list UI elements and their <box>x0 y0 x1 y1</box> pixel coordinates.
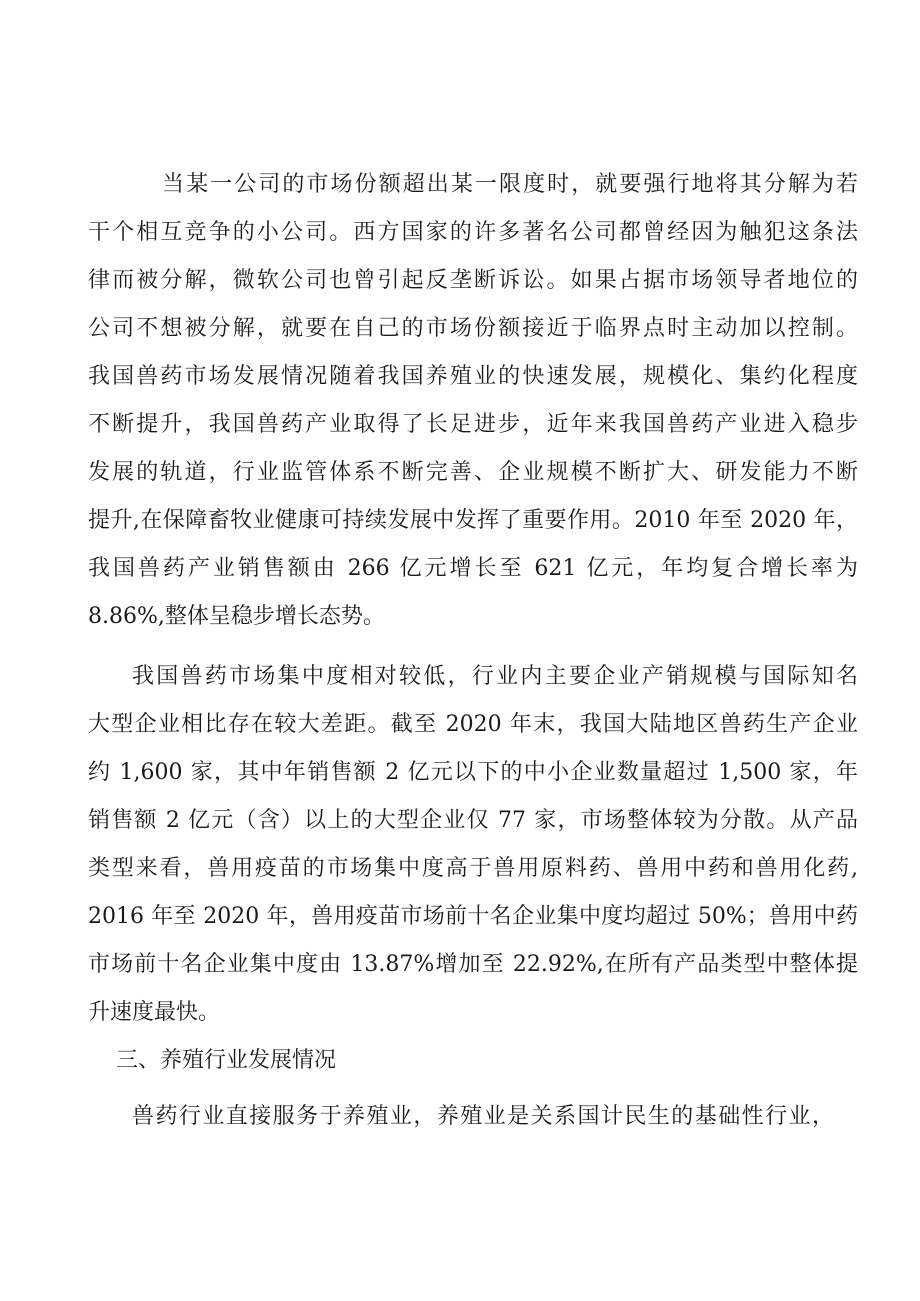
paragraph-3-line-2: 大型企业相比存在较大差距。截至 2020 年末，我国大陆地区兽药生产企业 <box>88 712 858 737</box>
paragraph-1-line-2: 干个相互竞争的小公司。西方国家的许多著名公司都曾经因为触犯这条法 <box>88 220 858 245</box>
paragraph-3-line-1: 我国兽药市场集中度相对较低，行业内主要企业产销规模与国际知名 <box>132 664 858 689</box>
paragraph-1-line-1: 当某一公司的市场份额超出某一限度时，就要强行地将其分解为若 <box>162 172 858 197</box>
paragraph-3-line-3: 约 1,600 家，其中年销售额 2 亿元以下的中小企业数量超过 1,500 家，年 <box>88 760 858 785</box>
paragraph-2-line-1: 我国兽药市场发展情况随着我国养殖业的快速发展，规模化、集约化程度 <box>88 364 858 389</box>
paragraph-3-line-7: 市场前十名企业集中度由 13.87%增加至 22.92%,在所有产品类型中整体提 <box>88 952 858 977</box>
paragraph-2-line-6: 8.86%,整体呈稳步增长态势。 <box>88 604 385 629</box>
paragraph-2-line-3: 发展的轨道，行业监管体系不断完善、企业规模不断扩大、研发能力不断 <box>88 460 858 485</box>
paragraph-3-line-4: 销售额 2 亿元（含）以上的大型企业仅 77 家，市场整体较为分散。从产品 <box>88 808 858 833</box>
paragraph-3-line-6: 2016 年至 2020 年，兽用疫苗市场前十名企业集中度均超过 50%；兽用中药 <box>88 904 858 929</box>
section-heading: 三、养殖行业发展情况 <box>116 1048 337 1073</box>
paragraph-2-line-2: 不断提升，我国兽药产业取得了长足进步，近年来我国兽药产业进入稳步 <box>88 412 858 437</box>
paragraph-1-line-4: 公司不想被分解，就要在自己的市场份额接近于临界点时主动加以控制。 <box>88 316 858 341</box>
paragraph-3-line-8: 升速度最快。 <box>88 1000 221 1025</box>
paragraph-2-line-4: 提升,在保障畜牧业健康可持续发展中发挥了重要作用。2010 年至 2020 年， <box>88 508 858 533</box>
paragraph-2-line-5: 我国兽药产业销售额由 266 亿元增长至 621 亿元，年均复合增长率为 <box>88 556 858 581</box>
paragraph-4-line-1: 兽药行业直接服务于养殖业，养殖业是关系国计民生的基础性行业， <box>132 1104 834 1129</box>
paragraph-3-line-5: 类型来看，兽用疫苗的市场集中度高于兽用原料药、兽用中药和兽用化药, <box>88 856 858 881</box>
paragraph-1-line-3: 律而被分解，微软公司也曾引起反垄断诉讼。如果占据市场领导者地位的 <box>88 268 858 293</box>
